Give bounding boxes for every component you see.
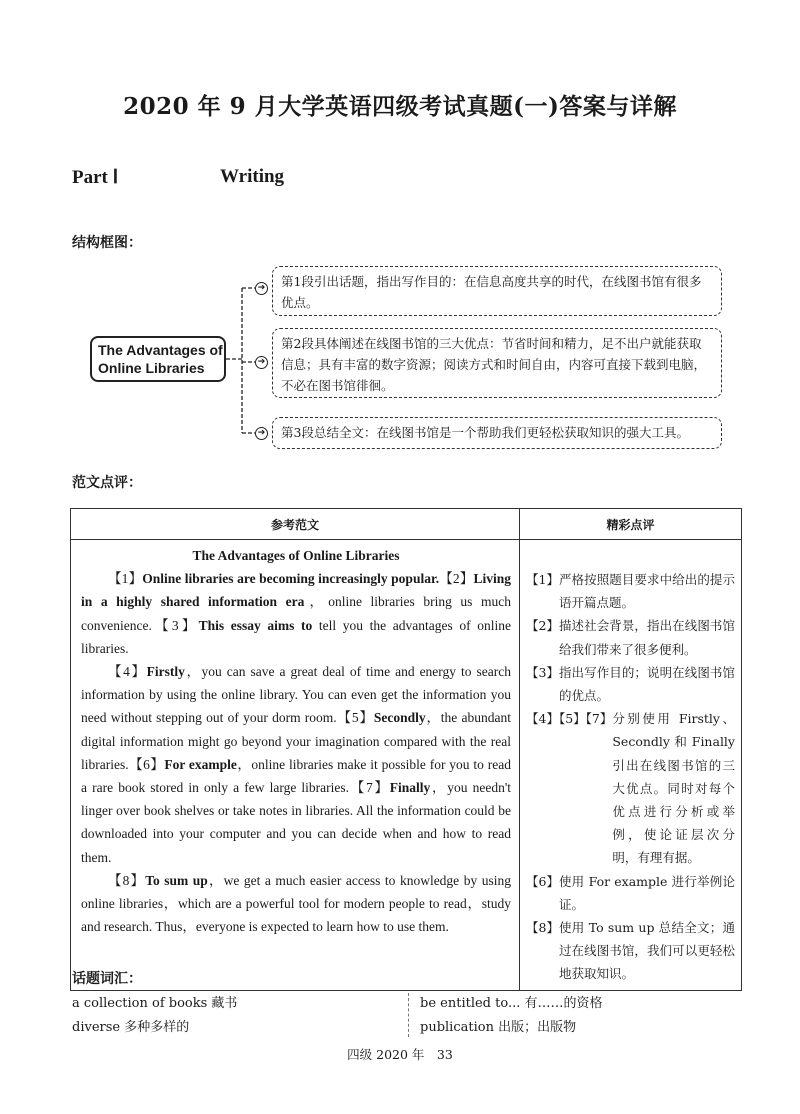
column-header-comments: 精彩点评 (520, 509, 742, 540)
vocab-item: a collection of books 藏书 (72, 996, 238, 1011)
review-table (70, 508, 742, 991)
framework-item-3: 第3段总结全文：在线图书馆是一个帮助我们更轻松获取知识的强大工具。 (272, 417, 722, 449)
vocab-item: be entitled to... 有……的资格 (420, 996, 603, 1011)
page-title: 2020 年 9 月大学英语四级考试真题(一)答案与详解 (123, 93, 677, 120)
comment-item: 【2】 描述社会背景，指出在线图书馆给我们带来了很多便利。 (526, 618, 735, 657)
arrow-right-icon: ➔ (255, 282, 268, 295)
framework-heading: 结构框图： (72, 235, 142, 251)
page-footer: 四级 2020 年 33 (347, 1047, 453, 1062)
center-line-1: The Advantages of (98, 342, 223, 358)
framework-item-2: 第2段具体阐述在线图书馆的三大优点：节省时间和精力，足不出户就能获取信息；具有丰富的数字资源；阅读方式和时间自由，内容可直接下载到电脑，不必在图书馆徘徊。 (272, 328, 722, 398)
vocab-item: diverse 多种多样的 (72, 1020, 190, 1035)
column-header-essay: 参考范文 (71, 509, 520, 540)
essay-paragraph-2: 【4】Firstly，you can save a great deal of time and energy to search information by using the online library. You can even get the information you need without stepping out of your dorm room.【5】Secondly，the abundant digital information might go beyond your imagination compared with the real libraries.【6】For example，online libraries make it possible for you to read a rare book stored in only a few large libraries.【7】Finally，you needn't linger over book shelves or take notes in libraries. All the information could be downloaded into your computer and you can decide when and how to read them. (81, 664, 512, 865)
center-line-2: Online Libraries (98, 360, 205, 376)
vocab-item: publication 出版；出版物 (420, 1020, 577, 1035)
arrow-right-icon: ➔ (255, 427, 268, 440)
essay-paragraph-3: 【8】To sum up，we get a much easier access to knowledge by using online libraries，which are a powerful tool for modern people to read，study and research. Thus，everyone is expected to learn how to use them. (81, 872, 511, 935)
vocab-heading: 话题词汇： (72, 971, 142, 987)
part-name: Writing (220, 166, 285, 187)
framework-connectors (0, 0, 800, 470)
comments-cell (520, 540, 742, 991)
essay-cell (71, 540, 520, 991)
comment-item: 【8】 使用 To sum up 总结全文；通过在线图书馆，我们可以更轻松地获取知识。 (526, 920, 735, 982)
essay-paragraph-1: 【1】Online libraries are becoming increasingly popular.【2】Living in a highly shared information era，online libraries bring us much convenience.【3】This essay aims to tell you the advantages of online libraries. (81, 571, 512, 656)
review-heading: 范文点评： (72, 475, 142, 491)
framework-center-node (90, 336, 226, 382)
vocab-divider (408, 993, 409, 1037)
arrow-right-icon: ➔ (255, 356, 268, 369)
essay-title: The Advantages of Online Libraries (192, 548, 400, 563)
comment-item: 【4】【5】【7】 分别使用 Firstly、Secondly 和 Finally 引出在线图书馆的三大优点。同时对每个优点进行分析或举例，使论证层次分明，有理有据。 (526, 711, 735, 866)
comment-item: 【1】 严格按照题目要求中给出的提示语开篇点题。 (526, 572, 735, 611)
part-label: Part Ⅰ (72, 167, 119, 188)
comment-item: 【3】 指出写作目的；说明在线图书馆的优点。 (526, 664, 735, 704)
comment-item: 【6】 使用 For example 进行举例论证。 (526, 873, 735, 912)
framework-item-1: 第1段引出话题，指出写作目的：在信息高度共享的时代，在线图书馆有很多优点。 (272, 266, 722, 316)
